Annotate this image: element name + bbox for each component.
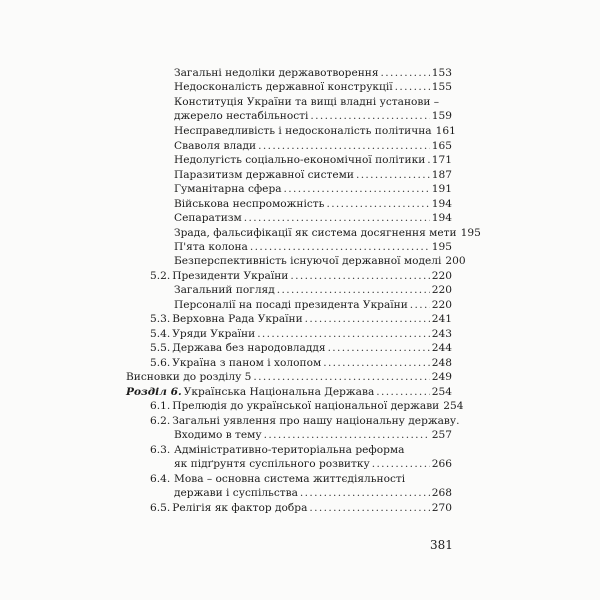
toc-title: Персоналії на посаді президента України	[174, 299, 408, 311]
toc-title: Загальний погляд	[174, 284, 275, 296]
toc-title: Загальні уявлення про нашу національну державу.	[172, 415, 460, 427]
toc-number: 6.4.	[150, 473, 171, 485]
toc-entry	[150, 327, 452, 341]
toc-entry	[172, 298, 452, 312]
toc-entry	[172, 139, 452, 153]
toc-page: 194	[431, 212, 452, 224]
toc-page: 159	[431, 110, 452, 122]
toc-entry	[172, 240, 452, 254]
toc-entry	[150, 501, 452, 515]
toc-entry	[172, 124, 456, 138]
toc-page: 243	[431, 328, 452, 340]
toc-page: 241	[431, 313, 452, 325]
toc-entry	[150, 399, 464, 413]
toc-title: Гуманітарна сфера	[174, 183, 282, 195]
toc-page: 200	[445, 255, 466, 267]
toc-page: 220	[431, 270, 452, 282]
toc-title: Президенти України	[172, 270, 289, 282]
toc-title: Загальні недоліки державотворення	[174, 67, 379, 79]
toc-entry	[126, 370, 452, 384]
toc-entry	[172, 66, 452, 80]
toc-title: Верховна Рада України	[172, 313, 303, 325]
toc-page: 220	[431, 284, 452, 296]
toc-page: 155	[431, 81, 452, 93]
toc-title: Зрада, фальсифікації як система досягнення мети	[174, 227, 457, 239]
toc-page: 187	[431, 169, 452, 181]
toc-title: держави і суспільства	[174, 487, 298, 499]
toc-page: 266	[431, 458, 452, 470]
toc-number: 5.6.	[150, 357, 171, 369]
toc-number: 6.5.	[150, 502, 171, 514]
toc-page: 220	[431, 299, 452, 311]
toc-entry	[172, 254, 466, 268]
toc-entry	[172, 486, 452, 500]
toc-page: 171	[431, 154, 452, 166]
toc-title: Прелюдія до української національної держави	[172, 400, 440, 412]
toc-entry	[150, 472, 452, 486]
toc-entry	[172, 95, 452, 109]
toc-chapter-entry	[126, 385, 452, 399]
toc-title: Українська Національна Держава	[183, 386, 375, 398]
toc-entry	[172, 80, 452, 94]
toc-number: 5.5.	[150, 342, 171, 354]
toc-title: Уряди України	[172, 328, 256, 340]
toc-page: 191	[431, 183, 452, 195]
toc-entry	[172, 226, 481, 240]
toc-title: Недолугість соціально-економічної політики	[174, 154, 426, 166]
toc-entry	[172, 182, 452, 196]
toc-title: Мова – основна система життєдіяльності	[174, 473, 406, 485]
toc-entry	[172, 197, 452, 211]
toc-page: 248	[431, 357, 452, 369]
toc-entry	[150, 443, 452, 457]
toc-page: 195	[460, 227, 481, 239]
toc-number: 5.2.	[150, 270, 171, 282]
toc-chapter-number: Розділ 6.	[126, 386, 182, 398]
toc-page: 268	[431, 487, 452, 499]
toc-entry	[172, 457, 452, 471]
toc-title: Несправедливість і недосконалість політична	[174, 125, 432, 137]
toc-number: 5.3.	[150, 313, 171, 325]
toc-title: Адміністративно-територіальна реформа	[174, 444, 405, 456]
toc-entry	[150, 356, 452, 370]
toc-page: 161	[435, 125, 456, 137]
page-number: 381	[430, 538, 453, 552]
toc-page: 257	[431, 429, 452, 441]
toc-title: Паразитизм державної системи	[174, 169, 354, 181]
toc-title: Релігія як фактор добра	[172, 502, 308, 514]
toc-title: Входимо в тему	[174, 429, 262, 441]
toc-number: 6.1.	[150, 400, 171, 412]
toc-title: Висновки до розділу 5	[126, 371, 252, 383]
toc-entry	[172, 211, 452, 225]
toc-page: 254	[431, 386, 452, 398]
toc-title: джерело нестабільності	[174, 110, 309, 122]
toc-page: 195	[431, 241, 452, 253]
toc-entry	[172, 109, 452, 123]
toc-title: Конституція України та вищі владні установи –	[174, 96, 440, 108]
toc-title: Недосконалість державної конструкції	[174, 81, 393, 93]
toc-page: 165	[431, 140, 452, 152]
toc-page: 194	[431, 198, 452, 210]
toc-title: Військова неспроможність	[174, 198, 325, 210]
toc-entry	[172, 168, 452, 182]
toc-number: 6.3.	[150, 444, 171, 456]
toc-entry	[150, 269, 452, 283]
toc-page: 153	[431, 67, 452, 79]
toc-number: 5.4.	[150, 328, 171, 340]
toc-title: П'ята колона	[174, 241, 248, 253]
toc-entry	[172, 428, 452, 442]
toc-title: Безперспективність існуючої державної моделі	[174, 255, 442, 267]
toc-page: 244	[431, 342, 452, 354]
toc-title: Сваволя влади	[174, 140, 257, 152]
toc-entry	[150, 312, 452, 326]
toc-number: 6.2.	[150, 415, 171, 427]
toc-entry	[172, 153, 452, 167]
toc-page: 249	[431, 371, 452, 383]
toc-entry	[172, 283, 452, 297]
toc-page: 270	[431, 502, 452, 514]
toc-title: як підґрунтя суспільного розвитку	[174, 458, 370, 470]
toc-title: Сепаратизм	[174, 212, 242, 224]
toc-title: Україна з паном і холопом	[172, 357, 322, 369]
toc-entry	[150, 341, 452, 355]
toc-title: Держава без народовладдя	[172, 342, 326, 354]
toc-entry	[150, 414, 460, 428]
toc-page: 254	[443, 400, 464, 412]
